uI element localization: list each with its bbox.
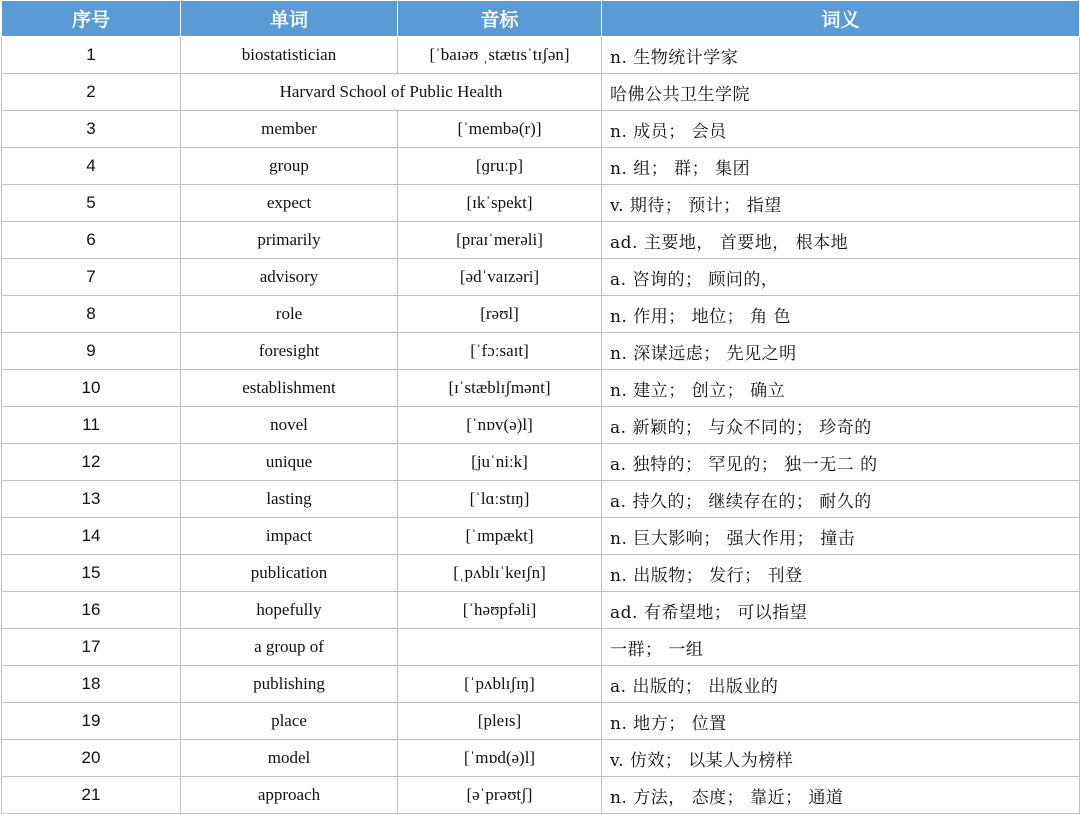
row-index: 6	[2, 222, 181, 259]
row-word: model	[181, 740, 398, 777]
header-meaning: 词义	[602, 1, 1080, 37]
row-index: 18	[2, 666, 181, 703]
row-meaning: ad. 有希望地； 可以指望	[602, 592, 1080, 629]
row-meaning: n. 成员； 会员	[602, 111, 1080, 148]
table-row	[2, 333, 1080, 370]
row-phonetic: [praɪˈmerəli]	[398, 222, 602, 259]
row-index: 7	[2, 259, 181, 296]
row-word: role	[181, 296, 398, 333]
row-meaning: n. 出版物； 发行； 刊登	[602, 555, 1080, 592]
row-phonetic: [ˈɪmpækt]	[398, 518, 602, 555]
row-meaning: ad. 主要地， 首要地， 根本地	[602, 222, 1080, 259]
table-row	[2, 444, 1080, 481]
row-phonetic: [juˈniːk]	[398, 444, 602, 481]
row-meaning: n. 建立； 创立； 确立	[602, 370, 1080, 407]
row-index: 20	[2, 740, 181, 777]
table-row	[2, 407, 1080, 444]
header-phonetic: 音标	[398, 1, 602, 37]
row-index: 12	[2, 444, 181, 481]
row-phonetic: [ˈhəʊpfəli]	[398, 592, 602, 629]
row-index: 17	[2, 629, 181, 666]
row-word: novel	[181, 407, 398, 444]
row-meaning: n. 组； 群； 集团	[602, 148, 1080, 185]
row-meaning: a. 咨询的； 顾问的，	[602, 259, 1080, 296]
table-row	[2, 259, 1080, 296]
table-row	[2, 740, 1080, 777]
row-phonetic: [ˈlɑːstɪŋ]	[398, 481, 602, 518]
row-word: hopefully	[181, 592, 398, 629]
row-word: expect	[181, 185, 398, 222]
table-row	[2, 370, 1080, 407]
row-phonetic	[398, 629, 602, 666]
row-word: lasting	[181, 481, 398, 518]
row-meaning: n. 深谋远虑； 先见之明	[602, 333, 1080, 370]
row-index: 13	[2, 481, 181, 518]
row-meaning: a. 出版的； 出版业的	[602, 666, 1080, 703]
row-word: primarily	[181, 222, 398, 259]
row-index: 11	[2, 407, 181, 444]
row-index: 16	[2, 592, 181, 629]
table-row	[2, 37, 1080, 74]
row-index: 14	[2, 518, 181, 555]
row-phonetic: [ɪˈstæblɪʃmənt]	[398, 370, 602, 407]
table-row	[2, 703, 1080, 740]
row-index: 8	[2, 296, 181, 333]
row-phonetic: [ədˈvaɪzəri]	[398, 259, 602, 296]
row-word: a group of	[181, 629, 398, 666]
row-meaning: v. 仿效； 以某人为榜样	[602, 740, 1080, 777]
row-phonetic: [ˈpʌblɪʃɪŋ]	[398, 666, 602, 703]
row-index: 19	[2, 703, 181, 740]
row-phonetic: [ˈmɒd(ə)l]	[398, 740, 602, 777]
row-meaning: a. 持久的； 继续存在的； 耐久的	[602, 481, 1080, 518]
row-index: 15	[2, 555, 181, 592]
table-row	[2, 296, 1080, 333]
header-row	[2, 1, 1080, 37]
row-meaning: a. 独特的； 罕见的； 独一无二 的	[602, 444, 1080, 481]
row-meaning: n. 巨大影响； 强大作用； 撞击	[602, 518, 1080, 555]
row-index: 3	[2, 111, 181, 148]
row-meaning: n. 方法， 态度； 靠近； 通道	[602, 777, 1080, 814]
table-row	[2, 629, 1080, 666]
table-row	[2, 518, 1080, 555]
row-phonetic: [pleɪs]	[398, 703, 602, 740]
row-meaning: n. 生物统计学家	[602, 37, 1080, 74]
row-index: 1	[2, 37, 181, 74]
vocabulary-table	[1, 0, 1080, 814]
row-word: publication	[181, 555, 398, 592]
row-meaning: 一群； 一组	[602, 629, 1080, 666]
header-index: 序号	[2, 1, 181, 37]
row-index: 21	[2, 777, 181, 814]
row-phonetic: [ˈmembə(r)]	[398, 111, 602, 148]
header-word: 单词	[181, 1, 398, 37]
table-row	[2, 74, 1080, 111]
row-word: establishment	[181, 370, 398, 407]
table-row	[2, 185, 1080, 222]
row-index: 2	[2, 74, 181, 111]
row-meaning: v. 期待； 预计； 指望	[602, 185, 1080, 222]
row-phonetic: [ˈbaɪəʊ ˌstætɪsˈtɪʃən]	[398, 37, 602, 74]
row-word: group	[181, 148, 398, 185]
row-word: place	[181, 703, 398, 740]
row-word: impact	[181, 518, 398, 555]
table-row	[2, 481, 1080, 518]
row-index: 9	[2, 333, 181, 370]
row-word: Harvard School of Public Health	[181, 74, 602, 111]
row-word: foresight	[181, 333, 398, 370]
table-row	[2, 111, 1080, 148]
table-row	[2, 777, 1080, 814]
row-phonetic: [ɪkˈspekt]	[398, 185, 602, 222]
row-index: 10	[2, 370, 181, 407]
row-phonetic: [ˌpʌblɪˈkeɪʃn]	[398, 555, 602, 592]
row-phonetic: [əˈprəʊtʃ]	[398, 777, 602, 814]
row-meaning: 哈佛公共卫生学院	[602, 74, 1080, 111]
row-word: advisory	[181, 259, 398, 296]
row-phonetic: [ˈfɔːsaɪt]	[398, 333, 602, 370]
row-phonetic: [rəʊl]	[398, 296, 602, 333]
row-word: biostatistician	[181, 37, 398, 74]
row-word: approach	[181, 777, 398, 814]
table-row	[2, 555, 1080, 592]
table-row	[2, 666, 1080, 703]
row-meaning: n. 地方； 位置	[602, 703, 1080, 740]
row-phonetic: [ɡruːp]	[398, 148, 602, 185]
row-index: 4	[2, 148, 181, 185]
row-meaning: n. 作用； 地位； 角 色	[602, 296, 1080, 333]
row-meaning: a. 新颖的； 与众不同的； 珍奇的	[602, 407, 1080, 444]
table-body	[2, 37, 1080, 814]
row-word: publishing	[181, 666, 398, 703]
row-phonetic: [ˈnɒv(ə)l]	[398, 407, 602, 444]
table-row	[2, 148, 1080, 185]
row-index: 5	[2, 185, 181, 222]
table-row	[2, 592, 1080, 629]
row-word: unique	[181, 444, 398, 481]
table-row	[2, 222, 1080, 259]
row-word: member	[181, 111, 398, 148]
